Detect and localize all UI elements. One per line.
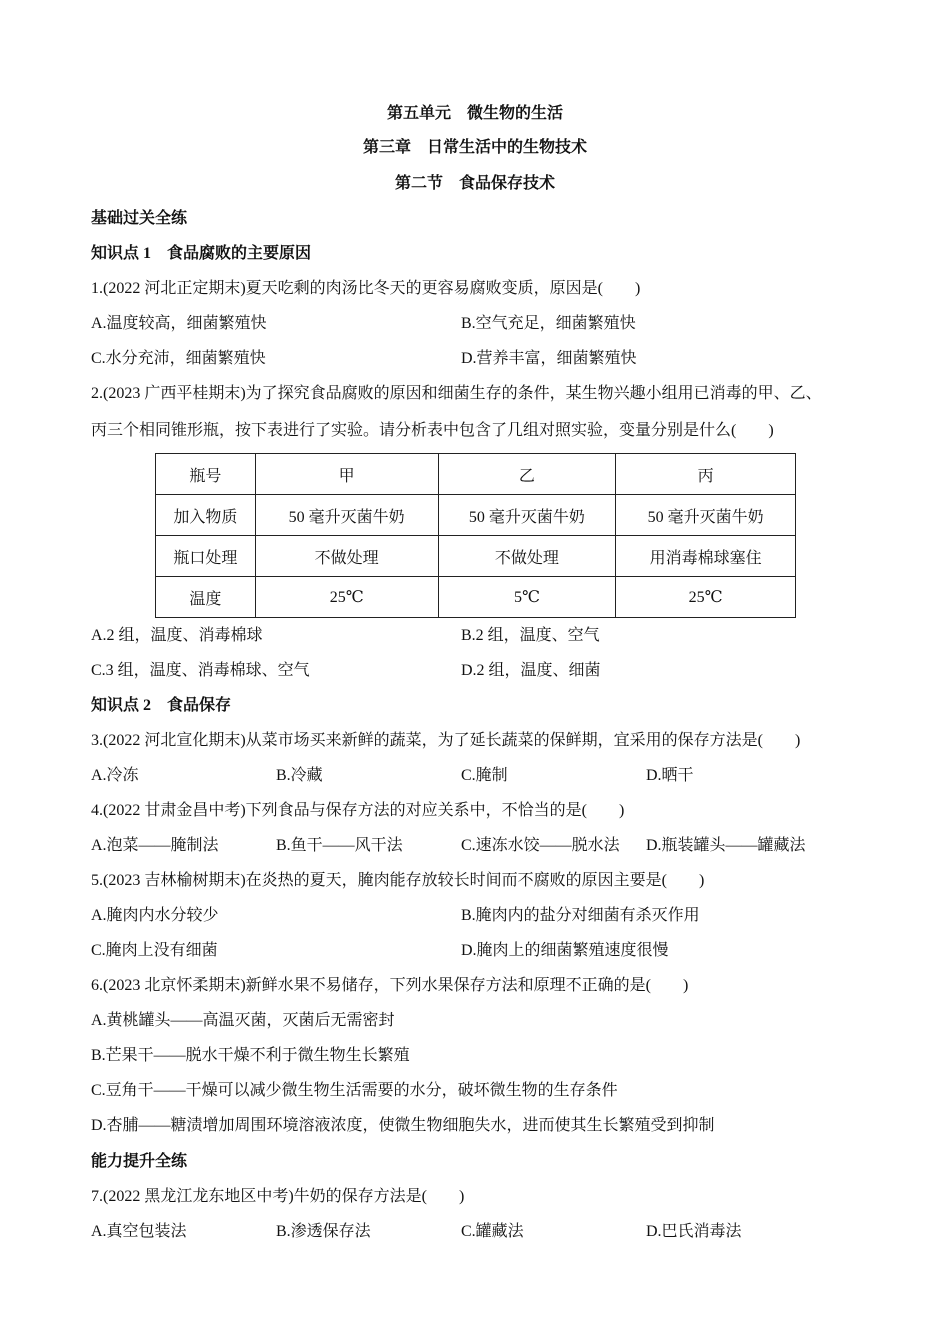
table-cell: 用消毒棉球塞住 (616, 536, 796, 577)
question-1-option-c: C.水分充沛，细菌繁殖快 (91, 350, 266, 367)
question-2-option-b: B.2 组，温度、空气 (461, 627, 600, 644)
question-6-option-d: D.杏脯——糖渍增加周围环境溶液浓度，使微生物细胞失水，进而使其生长繁殖受到抑制 (91, 1117, 715, 1134)
question-3-option-a: A.冷冻 (91, 767, 139, 784)
question-7-option-d: D.巴氏消毒法 (646, 1223, 742, 1240)
question-7-option-a: A.真空包装法 (91, 1223, 187, 1240)
table-cell: 温度 (156, 577, 256, 618)
unit-title: 第五单元 微生物的生活 (386, 105, 563, 122)
chapter-title: 第三章 日常生活中的生物技术 (362, 139, 587, 156)
question-5-stem: 5.(2023 吉林榆树期末)在炎热的夏天，腌肉能存放较长时间而不腐败的原因主要是( ) (91, 872, 705, 889)
table-row (156, 495, 796, 536)
question-4-option-b: B.鱼干——风干法 (276, 837, 403, 854)
question-1-option-a: A.温度较高，细菌繁殖快 (91, 315, 267, 332)
question-3-option-c: C.腌制 (461, 767, 508, 784)
question-2-option-a: A.2 组，温度、消毒棉球 (91, 627, 263, 644)
question-1-stem: 1.(2022 河北正定期末)夏天吃剩的肉汤比冬天的更容易腐败变质，原因是( ) (91, 280, 641, 297)
question-2-option-d: D.2 组，温度、细菌 (461, 662, 601, 679)
question-7-stem: 7.(2022 黑龙江龙东地区中考)牛奶的保存方法是( ) (91, 1188, 465, 1205)
question-6-stem: 6.(2023 北京怀柔期末)新鲜水果不易储存，下列水果保存方法和原理不正确的是( ) (91, 977, 689, 994)
question-6-option-c: C.豆角干——干燥可以减少微生物生活需要的水分，破坏微生物的生存条件 (91, 1082, 618, 1099)
table-cell: 50 毫升灭菌牛奶 (616, 495, 796, 536)
experiment-table (155, 453, 796, 618)
question-4-option-c: C.速冻水饺——脱水法 (461, 837, 620, 854)
question-3-stem: 3.(2022 河北宣化期末)从菜市场买来新鲜的蔬菜，为了延长蔬菜的保鲜期，宜采用的保存方法是( ) (91, 732, 801, 749)
table-cell: 不做处理 (255, 536, 438, 577)
table-row (156, 577, 796, 618)
question-4-stem: 4.(2022 甘肃金昌中考)下列食品与保存方法的对应关系中，不恰当的是( ) (91, 802, 625, 819)
question-1-option-b: B.空气充足，细菌繁殖快 (461, 315, 636, 332)
question-3-option-d: D.晒干 (646, 767, 694, 784)
table-cell: 瓶口处理 (156, 536, 256, 577)
table-cell: 25℃ (255, 577, 438, 618)
question-2-stem-line-1: 2.(2023 广西平桂期末)为了探究食品腐败的原因和细菌生存的条件，某生物兴趣小组用已消毒的甲、乙、 (91, 385, 822, 402)
question-5-option-b: B.腌肉内的盐分对细菌有杀灭作用 (461, 907, 700, 924)
table-cell: 加入物质 (156, 495, 256, 536)
question-3-option-b: B.冷藏 (276, 767, 323, 784)
basic-section-heading: 基础过关全练 (91, 210, 188, 227)
table-cell: 瓶号 (156, 454, 256, 495)
question-5-option-d: D.腌肉上的细菌繁殖速度很慢 (461, 942, 669, 959)
question-7-option-b: B.渗透保存法 (276, 1223, 371, 1240)
question-1-option-d: D.营养丰富，细菌繁殖快 (461, 350, 637, 367)
question-5-option-c: C.腌肉上没有细菌 (91, 942, 218, 959)
table-row (156, 536, 796, 577)
question-5-option-a: A.腌肉内水分较少 (91, 907, 219, 924)
question-7-option-c: C.罐藏法 (461, 1223, 524, 1240)
table-cell: 甲 (255, 454, 438, 495)
table-cell: 乙 (438, 454, 616, 495)
table-cell: 25℃ (616, 577, 796, 618)
table-cell: 丙 (616, 454, 796, 495)
question-4-option-a: A.泡菜——腌制法 (91, 837, 219, 854)
question-4-option-d: D.瓶装罐头——罐藏法 (646, 837, 806, 854)
table-cell: 50 毫升灭菌牛奶 (255, 495, 438, 536)
table-row (156, 454, 796, 495)
table-cell: 5℃ (438, 577, 616, 618)
question-6-option-b: B.芒果干——脱水干燥不利于微生物生长繁殖 (91, 1047, 410, 1064)
table-cell: 不做处理 (438, 536, 616, 577)
table-cell: 50 毫升灭菌牛奶 (438, 495, 616, 536)
advanced-section-heading: 能力提升全练 (91, 1153, 188, 1170)
question-2-option-c: C.3 组，温度、消毒棉球、空气 (91, 662, 310, 679)
question-2-stem-line-2: 丙三个相同锥形瓶，按下表进行了实验。请分析表中包含了几组对照实验，变量分别是什么( ) (91, 422, 774, 439)
question-6-option-a: A.黄桃罐头——高温灭菌，灭菌后无需密封 (91, 1012, 395, 1029)
knowledge-point-1: 知识点 1 食品腐败的主要原因 (91, 245, 312, 262)
section-title: 第二节 食品保存技术 (394, 175, 555, 192)
knowledge-point-2: 知识点 2 食品保存 (91, 697, 232, 714)
